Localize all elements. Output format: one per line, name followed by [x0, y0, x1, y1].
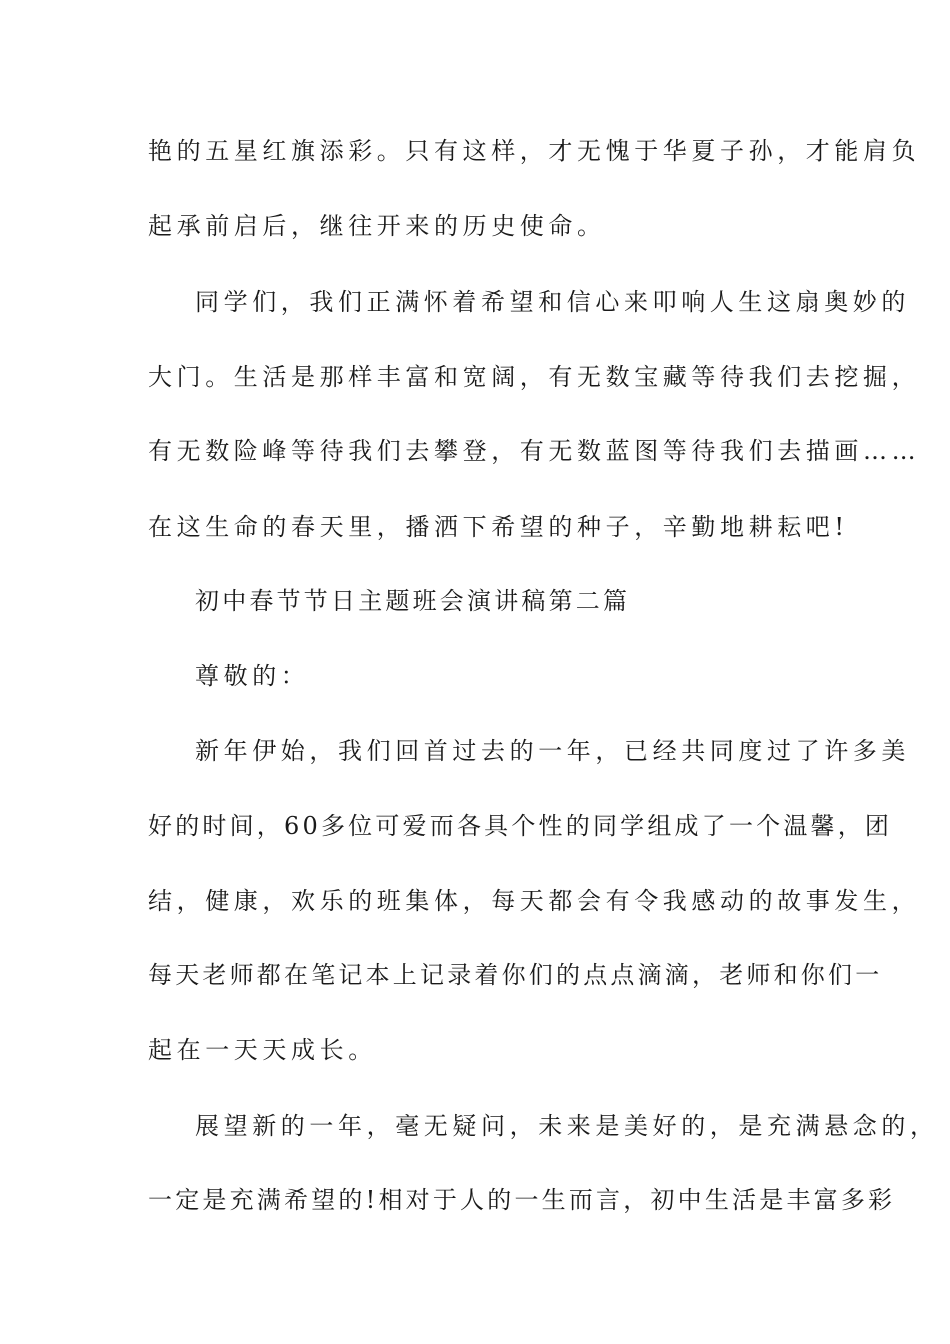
paragraph-line: 展望新的一年，毫无疑问，未来是美好的，是充满悬念的，	[195, 1112, 939, 1140]
paragraph-line: 每天老师都在笔记本上记录着你们的点点滴滴，老师和你们一	[148, 961, 883, 989]
paragraph-line: 起承前启后，继往开来的历史使命。	[148, 212, 606, 240]
paragraph-line: 新年伊始，我们回首过去的一年，已经共同度过了许多美	[195, 737, 910, 765]
paragraph-line: 同学们，我们正满怀着希望和信心来叩响人生这扇奥妙的	[195, 288, 910, 316]
paragraph-line: 大门。生活是那样丰富和宽阔，有无数宝藏等待我们去挖掘，	[148, 363, 921, 391]
paragraph-line: 一定是充满希望的!相对于人的一生而言，初中生活是丰富多彩	[148, 1186, 896, 1214]
section-heading: 初中春节节日主题班会演讲稿第二篇	[195, 587, 631, 615]
paragraph-line: 艳的五星红旗添彩。只有这样，才无愧于华夏子孙，才能肩负	[148, 137, 921, 165]
paragraph-line: 好的时间，60多位可爱而各具个性的同学组成了一个温馨，团	[148, 812, 893, 840]
salutation: 尊敬的：	[195, 662, 310, 690]
paragraph-line: 有无数险峰等待我们去攀登，有无数蓝图等待我们去描画……	[148, 437, 921, 465]
paragraph-line: 结，健康，欢乐的班集体，每天都会有令我感动的故事发生，	[148, 887, 921, 915]
paragraph-line: 起在一天天成长。	[148, 1036, 377, 1064]
paragraph-line: 在这生命的春天里，播洒下希望的种子，辛勤地耕耘吧!	[148, 513, 849, 541]
